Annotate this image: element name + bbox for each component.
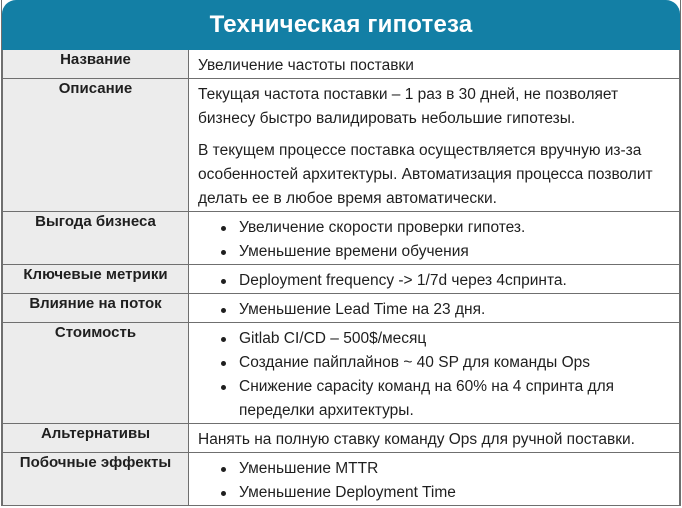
row-business-benefit [3, 212, 680, 265]
list-item-text: Deployment frequency -> 1/7d через 4спринта. [239, 272, 567, 289]
value-paragraph: Увеличение частоты поставки [198, 57, 414, 74]
list-item-text: Снижение capacity команд на 60% на 4 спринта для переделки архитектуры. [239, 378, 615, 419]
row-label: Название [3, 50, 189, 79]
list-item-text: Создание пайплайнов ~ 40 SP для команды Ops [239, 354, 591, 371]
row-alternatives [3, 424, 680, 453]
row-value [189, 453, 680, 506]
list-item [198, 269, 669, 293]
list-item [198, 457, 669, 481]
list-item-text: Уменьшение MTTR [239, 460, 379, 477]
card-header [2, 0, 680, 50]
list-item [198, 216, 669, 240]
value-paragraph: В текущем процессе поставка осуществляется вручную из-за особенностей архитектуры. Автоматизация процесса позволит делать ее в любое время автоматически. [198, 142, 653, 207]
list-item-text: Увеличение скорости проверки гипотез. [239, 219, 526, 236]
bullet-list [198, 298, 669, 322]
row-label: Побочные эффекты [3, 453, 189, 506]
row-value [189, 212, 680, 265]
row-cost [3, 323, 680, 424]
bullet-list [198, 457, 669, 505]
row-label: Альтернативы [3, 424, 189, 453]
list-item-text: Уменьшение Deployment Time [239, 484, 456, 501]
bullet-icon [221, 361, 226, 366]
bullet-list [198, 269, 669, 293]
list-item [198, 327, 669, 351]
list-item [198, 240, 669, 264]
row-label: Стоимость [3, 323, 189, 424]
row-side-effects [3, 453, 680, 506]
bullet-icon [221, 491, 226, 496]
hypothesis-card [1, 0, 681, 506]
list-item-text: Уменьшение Lead Time на 23 дня. [239, 301, 486, 318]
bullet-icon [221, 385, 226, 390]
value-paragraph: Текущая частота поставки – 1 раз в 30 дней, не позволяет бизнесу быстро валидировать небольшие гипотезы. [198, 86, 619, 127]
list-item [198, 481, 669, 505]
hypothesis-table [2, 50, 680, 506]
row-value [189, 50, 680, 79]
list-item [198, 298, 669, 322]
row-description [3, 79, 680, 212]
row-value [189, 424, 680, 453]
bullet-list [198, 327, 669, 423]
list-item [198, 375, 669, 423]
row-name [3, 50, 680, 79]
row-label: Ключевые метрики [3, 265, 189, 294]
list-item [198, 351, 669, 375]
value-paragraph: Нанять на полную ставку команду Ops для ручной поставки. [198, 431, 635, 448]
row-label: Выгода бизнеса [3, 212, 189, 265]
bullet-list [198, 216, 669, 264]
row-value [189, 294, 680, 323]
list-item-text: Gitlab CI/CD – 500$/месяц [239, 330, 427, 347]
row-flow-impact [3, 294, 680, 323]
row-label: Описание [3, 79, 189, 212]
bullet-icon [221, 308, 226, 313]
list-item-text: Уменьшение времени обучения [239, 243, 469, 260]
bullet-icon [221, 279, 226, 284]
row-value [189, 323, 680, 424]
row-value [189, 79, 680, 212]
row-label: Влияние на поток [3, 294, 189, 323]
bullet-icon [221, 250, 226, 255]
row-value [189, 265, 680, 294]
card-title: Техническая гипотеза [209, 11, 473, 38]
row-key-metrics [3, 265, 680, 294]
bullet-icon [221, 467, 226, 472]
bullet-icon [221, 226, 226, 231]
bullet-icon [221, 337, 226, 342]
